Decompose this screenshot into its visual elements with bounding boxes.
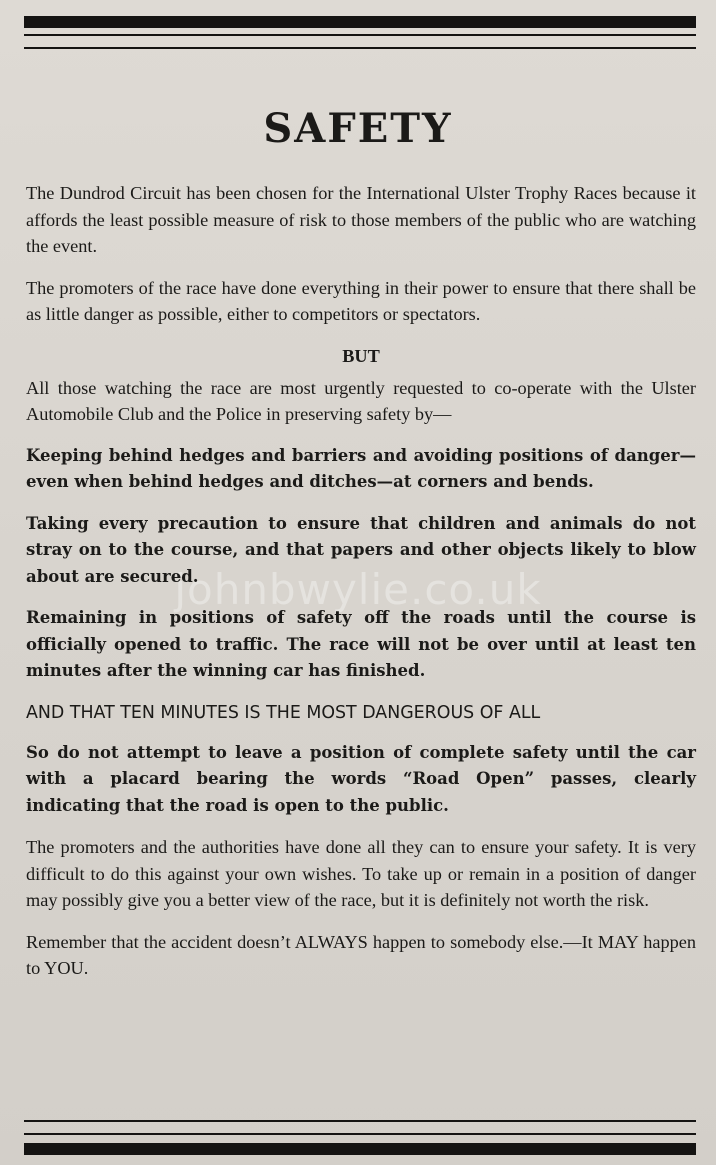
paragraph-promoters: The promoters of the race have done everything in their power to ensure that there shall be as little danger as possible, either to competitors or spectators. — [26, 277, 696, 324]
top-border-thin-2 — [24, 47, 696, 49]
paragraph-remaining: Remaining in positions of safety off the roads until the course is officially opened to traffic. The race will not be over until at least ten minutes after the winning car has finished. — [26, 608, 696, 680]
body-text — [26, 180, 696, 997]
paragraph-hedges: Keeping behind hedges and barriers and avoiding positions of danger—even when behind hedges and ditches—at corners and bends. — [26, 445, 696, 491]
paragraph-authorities: The promoters and the authorities have done all they can to ensure your safety. It is very difficult to do this against your own wishes. To take up or remain in a position of danger may possibly give you a better view of the race, but it is definitely not worth the risk. — [26, 837, 696, 910]
paragraph-circuit: The Dundrod Circuit has been chosen for the International Ulster Trophy Races because it affords the least possible measure of risk to those members of the public who are watching the event. — [26, 183, 696, 256]
page-title: SAFETY — [263, 105, 453, 152]
paragraph-request: All those watching the race are most urgently requested to co-operate with the Ulster Automobile Club and the Police in preserving safety by— — [26, 377, 696, 424]
bottom-border-thick — [24, 1143, 696, 1155]
bottom-border-thin-2 — [24, 1133, 696, 1135]
paragraph-precaution: Taking every precaution to ensure that children and animals do not stray on to the course, and that papers and other objects likely to blow about are secured. — [26, 513, 696, 586]
bottom-border-thin — [24, 1120, 696, 1122]
watermark-text: johnbwylie.co.uk — [174, 565, 542, 614]
paragraph-road-open: So do not attempt to leave a position of complete safety until the car with a placard bearing the words “Road Open” passes, clearly indicating that the road is open to the public. — [26, 742, 696, 815]
warning-heading: AND THAT TEN MINUTES IS THE MOST DANGEROUS OF ALL — [26, 702, 541, 723]
but-heading: BUT — [342, 345, 380, 366]
top-border-thick — [24, 16, 696, 28]
paragraph-remember: Remember that the accident doesn’t ALWAYS happen to somebody else.—It MAY happen to YOU. — [26, 931, 696, 978]
top-border-thin — [24, 34, 696, 36]
